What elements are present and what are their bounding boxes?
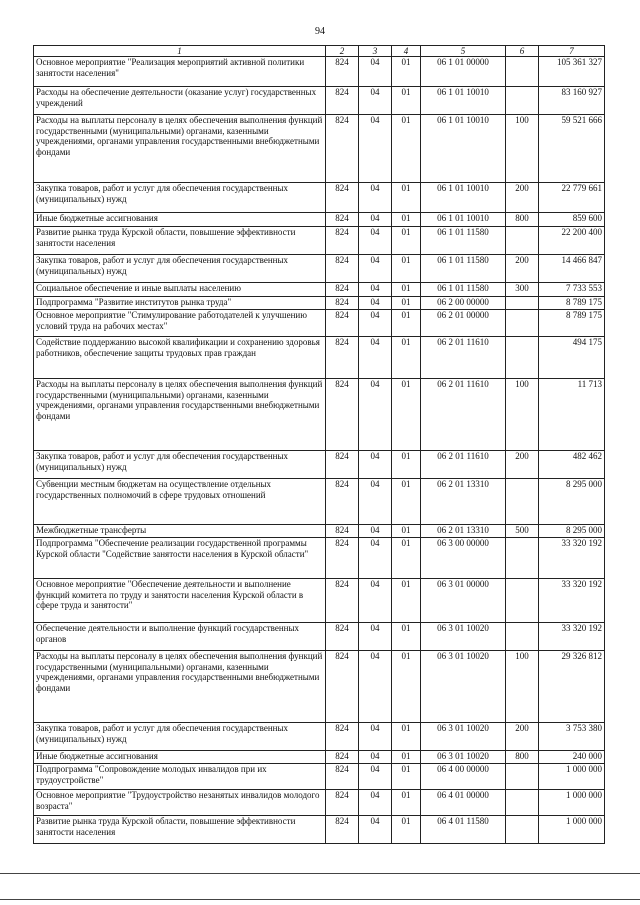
- row-subsection-cell: 01: [392, 451, 421, 479]
- row-name-cell: Расходы на выплаты персоналу в целях обеспечения выполнения функций государственными (муниципальными) органами, казенными учреждениями, органами управления государственными внебюджетными фондами: [34, 115, 326, 183]
- row-name-cell: Содействие поддержанию высокой квалификации и сохранению здоровья работников, обеспечение защиты трудовых прав граждан: [34, 337, 326, 379]
- table-row: [34, 310, 605, 337]
- row-subsection-cell: 01: [392, 57, 421, 87]
- row-amount-cell: 1 000 000: [539, 790, 605, 816]
- row-expense-type-cell: [506, 337, 539, 379]
- table-row: [34, 479, 605, 525]
- row-amount-cell: 8 295 000: [539, 525, 605, 538]
- row-subsection-cell: 01: [392, 183, 421, 213]
- row-amount-cell: 59 521 666: [539, 115, 605, 183]
- row-subsection-cell: 01: [392, 87, 421, 115]
- row-target-article-cell: 06 3 01 10020: [421, 723, 506, 751]
- row-amount-cell: 8 789 175: [539, 310, 605, 337]
- row-target-article-cell: 06 3 01 10020: [421, 751, 506, 764]
- row-section-cell: 04: [359, 764, 392, 790]
- row-target-article-cell: 06 2 01 11610: [421, 337, 506, 379]
- bottom-rule: [0, 873, 640, 874]
- row-subsection-cell: 01: [392, 751, 421, 764]
- row-amount-cell: 859 600: [539, 213, 605, 227]
- row-section-cell: 04: [359, 379, 392, 451]
- table-row: [34, 379, 605, 451]
- row-amount-cell: 14 466 847: [539, 255, 605, 283]
- table-row: [34, 751, 605, 764]
- row-admin-code-cell: 824: [326, 337, 359, 379]
- row-expense-type-cell: [506, 816, 539, 844]
- row-subsection-cell: 01: [392, 816, 421, 844]
- table-row: [34, 255, 605, 283]
- row-subsection-cell: 01: [392, 790, 421, 816]
- row-name-cell: Расходы на выплаты персоналу в целях обеспечения выполнения функций государственными (муниципальными) органами, казенными учреждениями, органами управления государственными внебюджетными фондами: [34, 651, 326, 723]
- table-header-row: [34, 46, 605, 57]
- row-expense-type-cell: [506, 623, 539, 651]
- row-admin-code-cell: 824: [326, 213, 359, 227]
- bottom-rule-2: [0, 899, 640, 900]
- row-section-cell: 04: [359, 525, 392, 538]
- row-amount-cell: 7 733 553: [539, 283, 605, 297]
- row-amount-cell: 1 000 000: [539, 764, 605, 790]
- row-section-cell: 04: [359, 310, 392, 337]
- row-amount-cell: 8 789 175: [539, 297, 605, 310]
- row-target-article-cell: 06 4 01 00000: [421, 790, 506, 816]
- row-target-article-cell: 06 3 00 00000: [421, 538, 506, 579]
- row-section-cell: 04: [359, 651, 392, 723]
- header-col-7: 7: [539, 46, 605, 57]
- row-expense-type-cell: [506, 227, 539, 255]
- row-name-cell: Подпрограмма "Обеспечение реализации государственной программы Курской области "Содействие занятости населения в Курской области": [34, 538, 326, 579]
- table-row: [34, 227, 605, 255]
- row-expense-type-cell: 200: [506, 255, 539, 283]
- row-expense-type-cell: [506, 297, 539, 310]
- row-section-cell: 04: [359, 790, 392, 816]
- row-subsection-cell: 01: [392, 479, 421, 525]
- row-section-cell: 04: [359, 283, 392, 297]
- row-admin-code-cell: 824: [326, 751, 359, 764]
- table-row: [34, 623, 605, 651]
- row-admin-code-cell: 824: [326, 297, 359, 310]
- table-row: [34, 764, 605, 790]
- table-row: [34, 538, 605, 579]
- row-expense-type-cell: 200: [506, 723, 539, 751]
- row-section-cell: 04: [359, 213, 392, 227]
- row-target-article-cell: 06 2 00 00000: [421, 297, 506, 310]
- table-row: [34, 451, 605, 479]
- row-section-cell: 04: [359, 227, 392, 255]
- table-row: [34, 723, 605, 751]
- row-expense-type-cell: 800: [506, 213, 539, 227]
- row-admin-code-cell: 824: [326, 816, 359, 844]
- row-target-article-cell: 06 1 01 10010: [421, 87, 506, 115]
- row-section-cell: 04: [359, 337, 392, 379]
- row-target-article-cell: 06 4 01 11580: [421, 816, 506, 844]
- row-name-cell: Основное мероприятие "Стимулирование работодателей к улучшению условий труда на рабочих местах": [34, 310, 326, 337]
- row-expense-type-cell: 200: [506, 183, 539, 213]
- row-section-cell: 04: [359, 297, 392, 310]
- row-name-cell: Субвенции местным бюджетам на осуществление отдельных государственных полномочий в сфере трудовых отношений: [34, 479, 326, 525]
- row-name-cell: Социальное обеспечение и иные выплаты населению: [34, 283, 326, 297]
- row-section-cell: 04: [359, 538, 392, 579]
- row-name-cell: Основное мероприятие "Обеспечение деятельности и выполнение функций комитета по труду и занятости населения Курской области в сфере труда и занятости": [34, 579, 326, 623]
- row-expense-type-cell: 200: [506, 451, 539, 479]
- row-section-cell: 04: [359, 57, 392, 87]
- row-target-article-cell: 06 2 01 13310: [421, 479, 506, 525]
- table-row: [34, 213, 605, 227]
- table-row: [34, 525, 605, 538]
- row-expense-type-cell: 300: [506, 283, 539, 297]
- row-expense-type-cell: [506, 87, 539, 115]
- row-section-cell: 04: [359, 751, 392, 764]
- row-name-cell: Закупка товаров, работ и услуг для обеспечения государственных (муниципальных) нужд: [34, 723, 326, 751]
- row-amount-cell: 22 779 661: [539, 183, 605, 213]
- row-name-cell: Основное мероприятие "Реализация мероприятий активной политики занятости населения": [34, 57, 326, 87]
- row-target-article-cell: 06 3 01 10020: [421, 651, 506, 723]
- row-amount-cell: 105 361 327: [539, 57, 605, 87]
- row-admin-code-cell: 824: [326, 479, 359, 525]
- row-section-cell: 04: [359, 479, 392, 525]
- table-row: [34, 297, 605, 310]
- row-expense-type-cell: 800: [506, 751, 539, 764]
- row-admin-code-cell: 824: [326, 255, 359, 283]
- row-amount-cell: 33 320 192: [539, 623, 605, 651]
- row-subsection-cell: 01: [392, 379, 421, 451]
- row-target-article-cell: 06 4 00 00000: [421, 764, 506, 790]
- row-name-cell: Развитие рынка труда Курской области, повышение эффективности занятости населения: [34, 816, 326, 844]
- table-row: [34, 115, 605, 183]
- row-amount-cell: 482 462: [539, 451, 605, 479]
- row-expense-type-cell: 500: [506, 525, 539, 538]
- row-section-cell: 04: [359, 579, 392, 623]
- row-subsection-cell: 01: [392, 255, 421, 283]
- row-target-article-cell: 06 1 01 11580: [421, 227, 506, 255]
- row-target-article-cell: 06 3 01 10020: [421, 623, 506, 651]
- table-row: [34, 816, 605, 844]
- row-name-cell: Закупка товаров, работ и услуг для обеспечения государственных (муниципальных) нужд: [34, 451, 326, 479]
- row-amount-cell: 494 175: [539, 337, 605, 379]
- row-section-cell: 04: [359, 723, 392, 751]
- row-name-cell: Основное мероприятие "Трудоустройство незанятых инвалидов молодого возраста": [34, 790, 326, 816]
- row-admin-code-cell: 824: [326, 579, 359, 623]
- row-name-cell: Развитие рынка труда Курской области, повышение эффективности занятости населения: [34, 227, 326, 255]
- row-target-article-cell: 06 1 01 10010: [421, 115, 506, 183]
- header-col-6: 6: [506, 46, 539, 57]
- row-admin-code-cell: 824: [326, 651, 359, 723]
- header-col-2: 2: [326, 46, 359, 57]
- row-admin-code-cell: 824: [326, 379, 359, 451]
- row-admin-code-cell: 824: [326, 227, 359, 255]
- table-row: [34, 283, 605, 297]
- row-target-article-cell: 06 1 01 11580: [421, 255, 506, 283]
- row-amount-cell: 1 000 000: [539, 816, 605, 844]
- header-col-4: 4: [392, 46, 421, 57]
- row-name-cell: Подпрограмма "Развитие институтов рынка труда": [34, 297, 326, 310]
- row-subsection-cell: 01: [392, 310, 421, 337]
- row-subsection-cell: 01: [392, 623, 421, 651]
- row-subsection-cell: 01: [392, 297, 421, 310]
- row-expense-type-cell: 100: [506, 651, 539, 723]
- row-amount-cell: 22 200 400: [539, 227, 605, 255]
- row-section-cell: 04: [359, 451, 392, 479]
- row-expense-type-cell: [506, 57, 539, 87]
- row-subsection-cell: 01: [392, 579, 421, 623]
- row-section-cell: 04: [359, 87, 392, 115]
- row-name-cell: Иные бюджетные ассигнования: [34, 751, 326, 764]
- header-col-5: 5: [421, 46, 506, 57]
- table-row: [34, 87, 605, 115]
- row-expense-type-cell: [506, 790, 539, 816]
- row-subsection-cell: 01: [392, 213, 421, 227]
- header-col-1: 1: [34, 46, 326, 57]
- row-expense-type-cell: 100: [506, 379, 539, 451]
- row-admin-code-cell: 824: [326, 538, 359, 579]
- table-row: [34, 651, 605, 723]
- row-target-article-cell: 06 2 01 11610: [421, 451, 506, 479]
- table-row: [34, 183, 605, 213]
- row-admin-code-cell: 824: [326, 283, 359, 297]
- row-section-cell: 04: [359, 183, 392, 213]
- row-subsection-cell: 01: [392, 283, 421, 297]
- row-admin-code-cell: 824: [326, 723, 359, 751]
- row-name-cell: Подпрограмма "Сопровождение молодых инвалидов при их трудоустройстве": [34, 764, 326, 790]
- row-admin-code-cell: 824: [326, 764, 359, 790]
- row-admin-code-cell: 824: [326, 451, 359, 479]
- row-admin-code-cell: 824: [326, 310, 359, 337]
- row-expense-type-cell: [506, 479, 539, 525]
- row-target-article-cell: 06 2 01 00000: [421, 310, 506, 337]
- row-admin-code-cell: 824: [326, 57, 359, 87]
- header-col-3: 3: [359, 46, 392, 57]
- row-target-article-cell: 06 2 01 11610: [421, 379, 506, 451]
- row-name-cell: Закупка товаров, работ и услуг для обеспечения государственных (муниципальных) нужд: [34, 255, 326, 283]
- row-admin-code-cell: 824: [326, 115, 359, 183]
- table-row: [34, 790, 605, 816]
- row-amount-cell: 29 326 812: [539, 651, 605, 723]
- row-name-cell: Иные бюджетные ассигнования: [34, 213, 326, 227]
- row-target-article-cell: 06 1 01 11580: [421, 283, 506, 297]
- row-name-cell: Обеспечение деятельности и выполнение функций государственных органов: [34, 623, 326, 651]
- row-subsection-cell: 01: [392, 115, 421, 183]
- row-expense-type-cell: [506, 764, 539, 790]
- row-amount-cell: 240 000: [539, 751, 605, 764]
- row-expense-type-cell: [506, 538, 539, 579]
- row-amount-cell: 33 320 192: [539, 579, 605, 623]
- row-subsection-cell: 01: [392, 538, 421, 579]
- budget-table: [33, 45, 605, 844]
- row-target-article-cell: 06 1 01 10010: [421, 213, 506, 227]
- table-row: [34, 57, 605, 87]
- row-expense-type-cell: 100: [506, 115, 539, 183]
- row-section-cell: 04: [359, 255, 392, 283]
- table-row: [34, 579, 605, 623]
- row-amount-cell: 3 753 380: [539, 723, 605, 751]
- row-expense-type-cell: [506, 310, 539, 337]
- row-section-cell: 04: [359, 115, 392, 183]
- row-name-cell: Межбюджетные трансферты: [34, 525, 326, 538]
- row-subsection-cell: 01: [392, 764, 421, 790]
- row-target-article-cell: 06 2 01 13310: [421, 525, 506, 538]
- row-target-article-cell: 06 1 01 10010: [421, 183, 506, 213]
- row-subsection-cell: 01: [392, 651, 421, 723]
- row-amount-cell: 8 295 000: [539, 479, 605, 525]
- row-section-cell: 04: [359, 816, 392, 844]
- row-section-cell: 04: [359, 623, 392, 651]
- row-amount-cell: 11 713: [539, 379, 605, 451]
- row-admin-code-cell: 824: [326, 790, 359, 816]
- row-subsection-cell: 01: [392, 525, 421, 538]
- row-admin-code-cell: 824: [326, 623, 359, 651]
- row-admin-code-cell: 824: [326, 525, 359, 538]
- row-amount-cell: 33 320 192: [539, 538, 605, 579]
- table-row: [34, 337, 605, 379]
- row-name-cell: Расходы на выплаты персоналу в целях обеспечения выполнения функций государственными (муниципальными) органами, казенными учреждениями, органами управления государственными внебюджетными фондами: [34, 379, 326, 451]
- row-admin-code-cell: 824: [326, 183, 359, 213]
- row-amount-cell: 83 160 927: [539, 87, 605, 115]
- row-name-cell: Расходы на обеспечение деятельности (оказание услуг) государственных учреждений: [34, 87, 326, 115]
- row-name-cell: Закупка товаров, работ и услуг для обеспечения государственных (муниципальных) нужд: [34, 183, 326, 213]
- row-target-article-cell: 06 3 01 00000: [421, 579, 506, 623]
- row-target-article-cell: 06 1 01 00000: [421, 57, 506, 87]
- row-subsection-cell: 01: [392, 227, 421, 255]
- page-number: 94: [315, 26, 325, 37]
- row-subsection-cell: 01: [392, 337, 421, 379]
- row-admin-code-cell: 824: [326, 87, 359, 115]
- row-expense-type-cell: [506, 579, 539, 623]
- row-subsection-cell: 01: [392, 723, 421, 751]
